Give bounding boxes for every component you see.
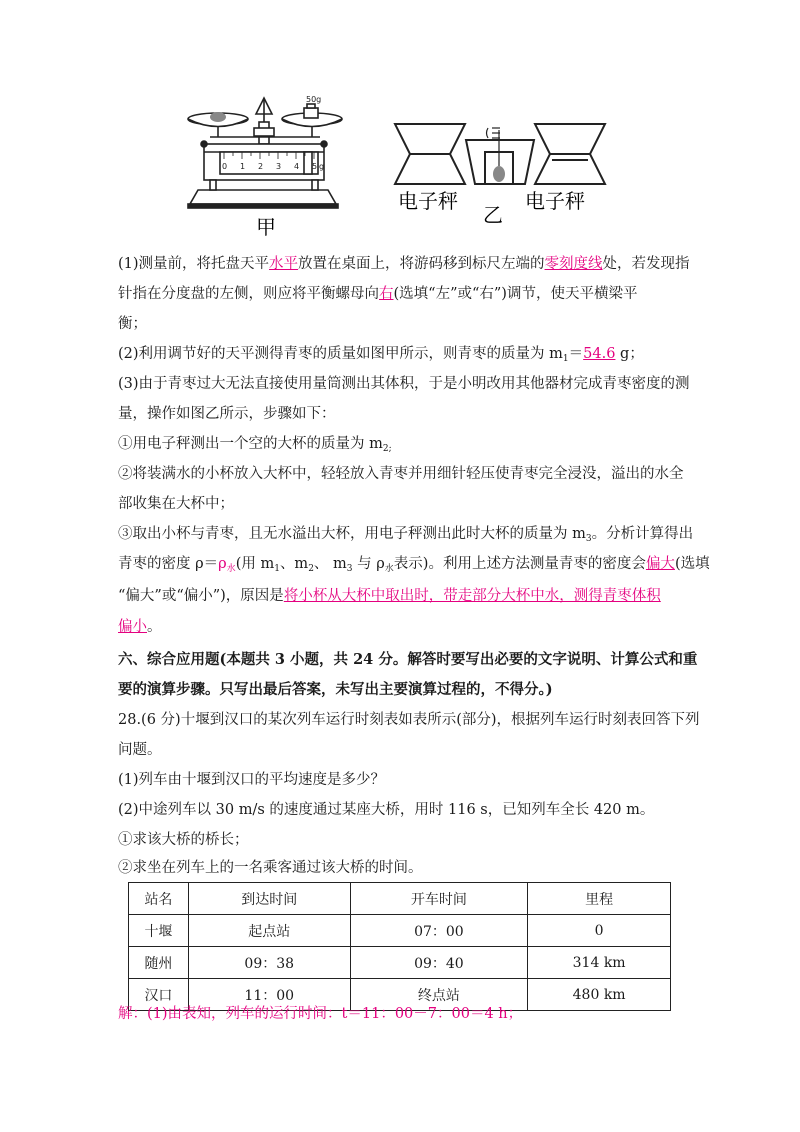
table-header-row (129, 883, 671, 915)
figure-label-jia: 甲 (256, 215, 276, 239)
experiment-figure (180, 92, 620, 242)
answer-density-formula: $\rho_水$ (218, 556, 236, 574)
q28-part1: (1)列车由十堰到汉口的平均速度是多少？ (118, 772, 386, 788)
q28-line1: 28.(6 分)十堰到汉口的某次列车运行时刻表如表所示(部分)，根据列车运行时刻表回答下列 (118, 712, 700, 728)
q28-part2a: ①求该大桥的桥长； (118, 832, 249, 848)
q28-line2: 问题。 (118, 742, 162, 758)
electronic-scale-diagram (395, 124, 605, 184)
scale-unit: g (319, 162, 325, 171)
table-cell: 终点站 (350, 979, 528, 1011)
table-cell: 07：00 (350, 915, 528, 947)
answer-zero-mark: 零刻度线 (544, 256, 603, 272)
q3-step3c: “偏大”或“偏小”)，原因是将小杯从大杯中取出时，带走部分大杯中水，测得青枣体积 (118, 588, 661, 604)
scale-tick-1: 1 (240, 162, 246, 171)
table-header: 到达时间 (188, 883, 350, 915)
q2-line: (2)利用调节好的天平测得青枣的质量如图甲所示，则青枣的质量为 $m_1=54.6$ g； (118, 346, 644, 364)
table-row (129, 947, 671, 979)
table-cell: 汉口 (129, 979, 189, 1011)
q1-line2: 针指在分度盘的左侧，则应将平衡螺母向右(选填“左”或“右”)调节，使天平横梁平 (118, 286, 638, 302)
table-cell: 09：40 (350, 947, 528, 979)
scale-tick-4: 4 (294, 162, 300, 171)
q3-step3b: 青枣的密度 $\rho=\rho_水$(用 $m_1$、$m_2$、 $m_3$ 与 $\rho_水$表示)。利用上述方法测量青枣的密度会偏大(选填 (118, 556, 710, 574)
q3-step3a: ③取出小杯与青枣，且无水溢出大杯，用电子秤测出此时大杯的质量为 $m_3$。分析计算得出 (118, 526, 694, 544)
q28-part2b: ②求坐在列车上的一名乘客通过该大桥的时间。 (118, 860, 423, 876)
q3-line1: (3)由于青枣过大无法直接使用量筒测出其体积，于是小明改用其他器材完成青枣密度的测 (118, 376, 690, 392)
answer-reason: 将小杯从大杯中取出时，带走部分大杯中水，测得青枣体积 (283, 588, 661, 604)
answer-bias: 偏大 (645, 556, 675, 572)
figure-label-yi: 乙 (483, 203, 503, 227)
weight-label: 50g (306, 95, 322, 104)
answer-right: 右 (379, 286, 394, 302)
q28-part2: (2)中途列车以 30 m/s 的速度通过某座大桥，用时 116 s，已知列车全长 420 m。 (118, 802, 655, 818)
table-cell: 随州 (129, 947, 189, 979)
section6-line1: 六、综合应用题(本题共 3 小题，共 24 分。解答时要写出必要的文字说明、计算公式和重 (118, 651, 698, 668)
scale-label-right: 电子秤 (525, 189, 585, 213)
solution-line: 解：(1)由表知，列车的运行时间：t＝11：00－7：00＝4 h； (118, 1006, 523, 1022)
table-cell: 0 (528, 915, 671, 947)
scale-tick-5: 5 (312, 162, 318, 171)
q3-line2: 量，操作如图乙所示，步骤如下： (118, 406, 336, 422)
balance-diagram (188, 98, 342, 208)
q3-step3d: 偏小。 (118, 619, 162, 635)
scale-tick-0: 0 (222, 162, 228, 171)
q3-step1: ①用电子秤测出一个空的大杯的质量为 $m_{2;}$ (118, 436, 392, 454)
answer-mass: 54.6 (583, 346, 616, 362)
table-cell: 11：00 (188, 979, 350, 1011)
table-cell: 起点站 (188, 915, 350, 947)
q3-step2a: ②将装满水的小杯放入大杯中，轻轻放入青枣并用细针轻压使青枣完全浸没，溢出的水全 (118, 466, 684, 482)
answer-horizontal: 水平 (269, 256, 299, 272)
table-cell: 314 km (528, 947, 671, 979)
scale-label-left: 电子秤 (398, 189, 458, 213)
table-header: 站名 (129, 883, 189, 915)
table-row (129, 915, 671, 947)
table-cell: 十堰 (129, 915, 189, 947)
q1-line1: (1)测量前，将托盘天平水平放置在桌面上，将游码移到标尺左端的零刻度线处，若发现指 (118, 256, 690, 272)
table-cell: 480 km (528, 979, 671, 1011)
q3-step2b: 部收集在大杯中； (118, 496, 234, 512)
section6-line2: 要的演算步骤。只写出最后答案，未写出主要演算过程的，不得分。) (118, 681, 553, 698)
table-cell: 09：38 (188, 947, 350, 979)
scale-tick-3: 3 (276, 162, 282, 171)
table-header: 里程 (528, 883, 671, 915)
answer-reason-end: 偏小 (118, 619, 147, 635)
table-header: 开车时间 (350, 883, 528, 915)
scale-tick-2: 2 (258, 162, 264, 171)
train-timetable (128, 882, 671, 1011)
q1-line3: 衡； (118, 316, 147, 332)
